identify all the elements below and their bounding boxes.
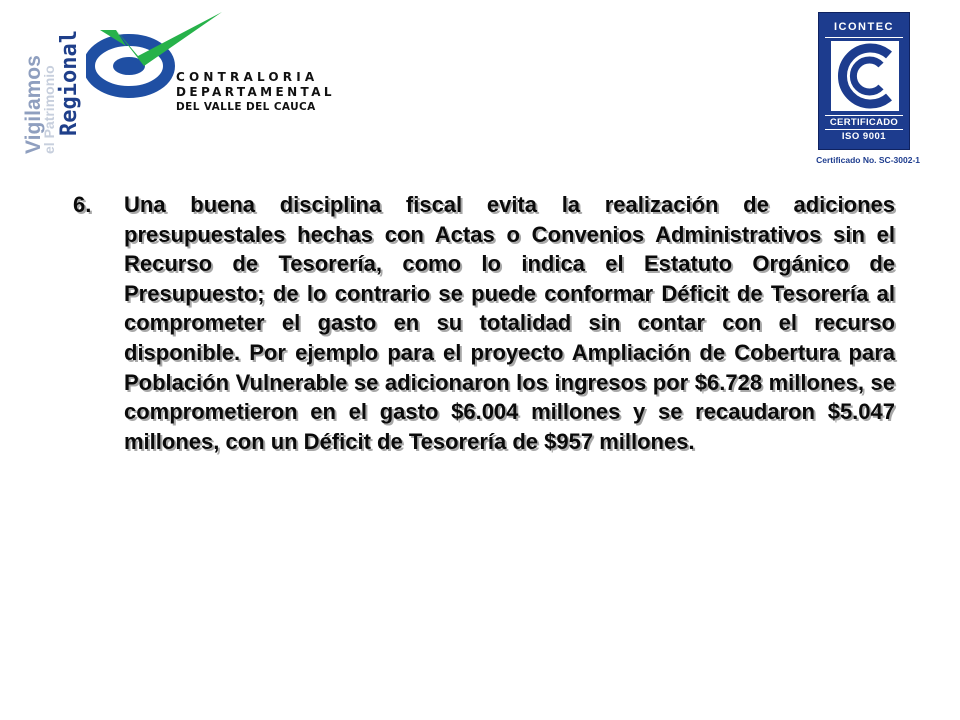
icontec-brand-label: ICONTEC: [834, 21, 894, 33]
point-text: Una buena disciplina fiscal evita la realización de adiciones presupuestales hechas con Actas o Convenios Administrativos sin el Recurso de Tesorería, como lo indica el Estatuto Orgánico de Presupuesto; de lo contrario se puede conformar Déficit de Tesorería al comprometer el gasto en su totalidad sin contar con el recurso disponible. Por ejemplo para el proyecto Ampliación de Cobertura para Población Vulnerable se adicionaron los ingresos por $6.728 millones, se comprometieron en el gasto $6.004 millones y se recaudaron $5.047 millones, con un Déficit de Tesorería de $957 millones.: [124, 192, 895, 454]
icontec-seal-icon: [831, 41, 899, 111]
organization-name: [176, 70, 335, 114]
slogan-regional: Regional: [57, 30, 82, 136]
certified-label: CERTIFICADO: [829, 117, 899, 128]
slogan-el-patrimonio: el Patrimonio: [41, 65, 57, 154]
org-name-line2: DEPARTAMENTAL: [176, 85, 335, 99]
badge-divider: [825, 129, 903, 130]
org-name-line3: DEL VALLE DEL CAUCA: [176, 101, 316, 113]
icontec-certification-badge: [818, 12, 910, 150]
vigilamos-slogan-logo: [12, 8, 82, 156]
badge-divider: [825, 37, 903, 38]
certificate-number: Certificado No. SC-3002-1: [816, 155, 920, 165]
badge-divider: [825, 115, 903, 116]
slogan-vigilamos: Vigilamos: [22, 55, 45, 154]
numbered-point: [73, 190, 895, 456]
org-name-line1: CONTRALORIA: [176, 70, 319, 84]
point-number: 6.: [73, 192, 92, 217]
iso-standard-label: ISO 9001: [841, 131, 887, 142]
